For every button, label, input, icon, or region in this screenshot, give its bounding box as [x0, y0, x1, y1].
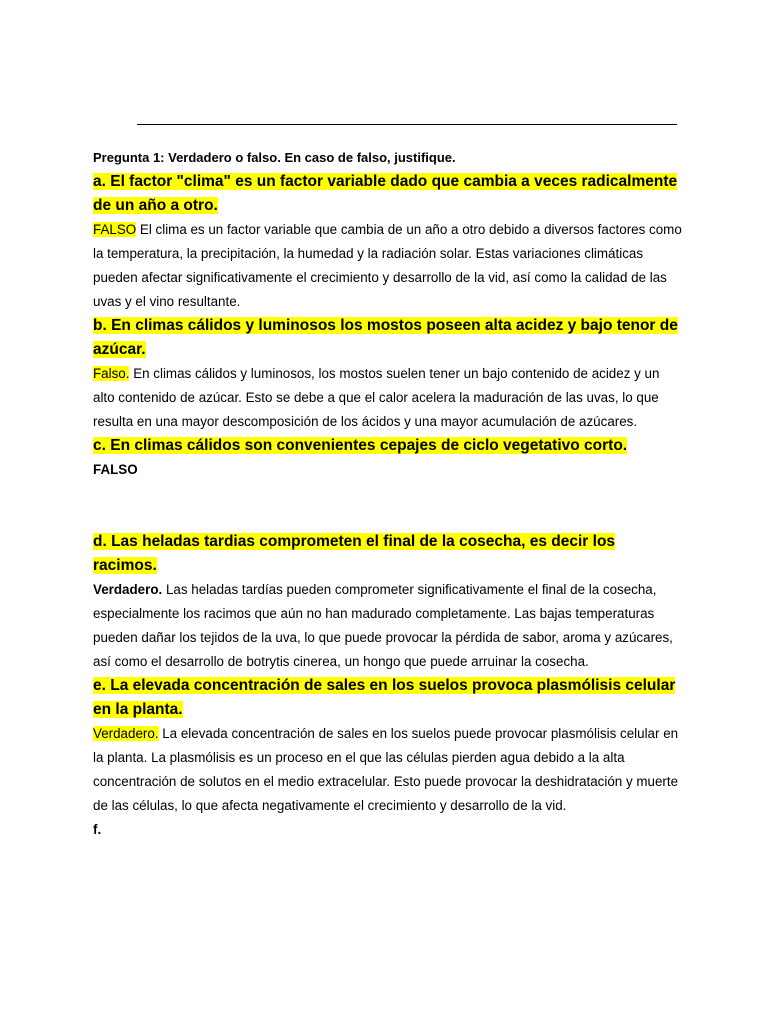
- statement-c: [93, 434, 683, 458]
- answer-e-text: La elevada concentración de sales en los suelos puede provocar plasmólisis celular en la planta. La plasmólisis es un proceso en el que las células pierden agua debido a la alta concentración de solutos en el medio extracelular. Esto puede provocar la deshidratación y muerte de las células, lo que afecta negativamente el crecimiento y desarrollo de la vid.: [93, 726, 679, 813]
- document-body: [93, 148, 683, 842]
- answer-b-label: Falso.: [93, 366, 130, 381]
- answer-a-text: El clima es un factor variable que cambia de un año a otro debido a diversos factores como la temperatura, la precipitación, la humedad y la radiación solar. Estas variaciones climáticas pueden afectar significativamente el crecimiento y desarrollo de la vid, así como la calidad de las uvas y el vino resultante.: [93, 222, 682, 309]
- statement-a: [93, 170, 683, 218]
- answer-d-text: Las heladas tardías pueden comprometer significativamente el final de la cosecha, especialmente los racimos que aún no han madurado completamente. Las bajas temperaturas pueden dañar los tejidos de la uva, lo que puede provocar la pérdida de sabor, aroma y azúcares, así como el desarrollo de botrytis cinerea, un hongo que puede arruinar la cosecha.: [93, 582, 673, 669]
- statement-b-text: b. En climas cálidos y luminosos los mostos poseen alta acidez y bajo tenor de azúcar.: [93, 317, 678, 358]
- statement-b: [93, 314, 683, 362]
- answer-b: [93, 362, 683, 434]
- answer-c-label: FALSO: [93, 462, 138, 477]
- answer-a: [93, 218, 683, 314]
- question-intro: Pregunta 1: Verdadero o falso. En caso de falso, justifique.: [93, 150, 456, 165]
- answer-d-label: Verdadero.: [93, 582, 163, 597]
- statement-a-text: a. El factor "clima" es un factor variable dado que cambia a veces radicalmente de un año a otro.: [93, 173, 678, 214]
- header-rule: [137, 124, 677, 125]
- statement-c-text: c. En climas cálidos son convenientes cepajes de ciclo vegetativo corto.: [93, 437, 628, 454]
- answer-d: [93, 578, 683, 674]
- answer-a-label: FALSO: [93, 222, 137, 237]
- blank-space: [93, 482, 683, 530]
- item-f-label: f.: [93, 822, 102, 837]
- answer-c: [93, 458, 683, 482]
- answer-e-label: Verdadero.: [93, 726, 159, 741]
- answer-e: [93, 722, 683, 818]
- statement-d-text: d. Las heladas tardias comprometen el final de la cosecha, es decir los racimos.: [93, 533, 616, 574]
- answer-b-text: En climas cálidos y luminosos, los mostos suelen tener un bajo contenido de acidez y un alto contenido de azúcar. Esto se debe a que el calor acelera la maduración de las uvas, lo que resulta en una mayor descomposición de los ácidos y una mayor acumulación de azúcares.: [93, 366, 660, 429]
- statement-e-text: e. La elevada concentración de sales en los suelos provoca plasmólisis celular en la planta.: [93, 677, 676, 718]
- statement-d: [93, 530, 683, 578]
- statement-e: [93, 674, 683, 722]
